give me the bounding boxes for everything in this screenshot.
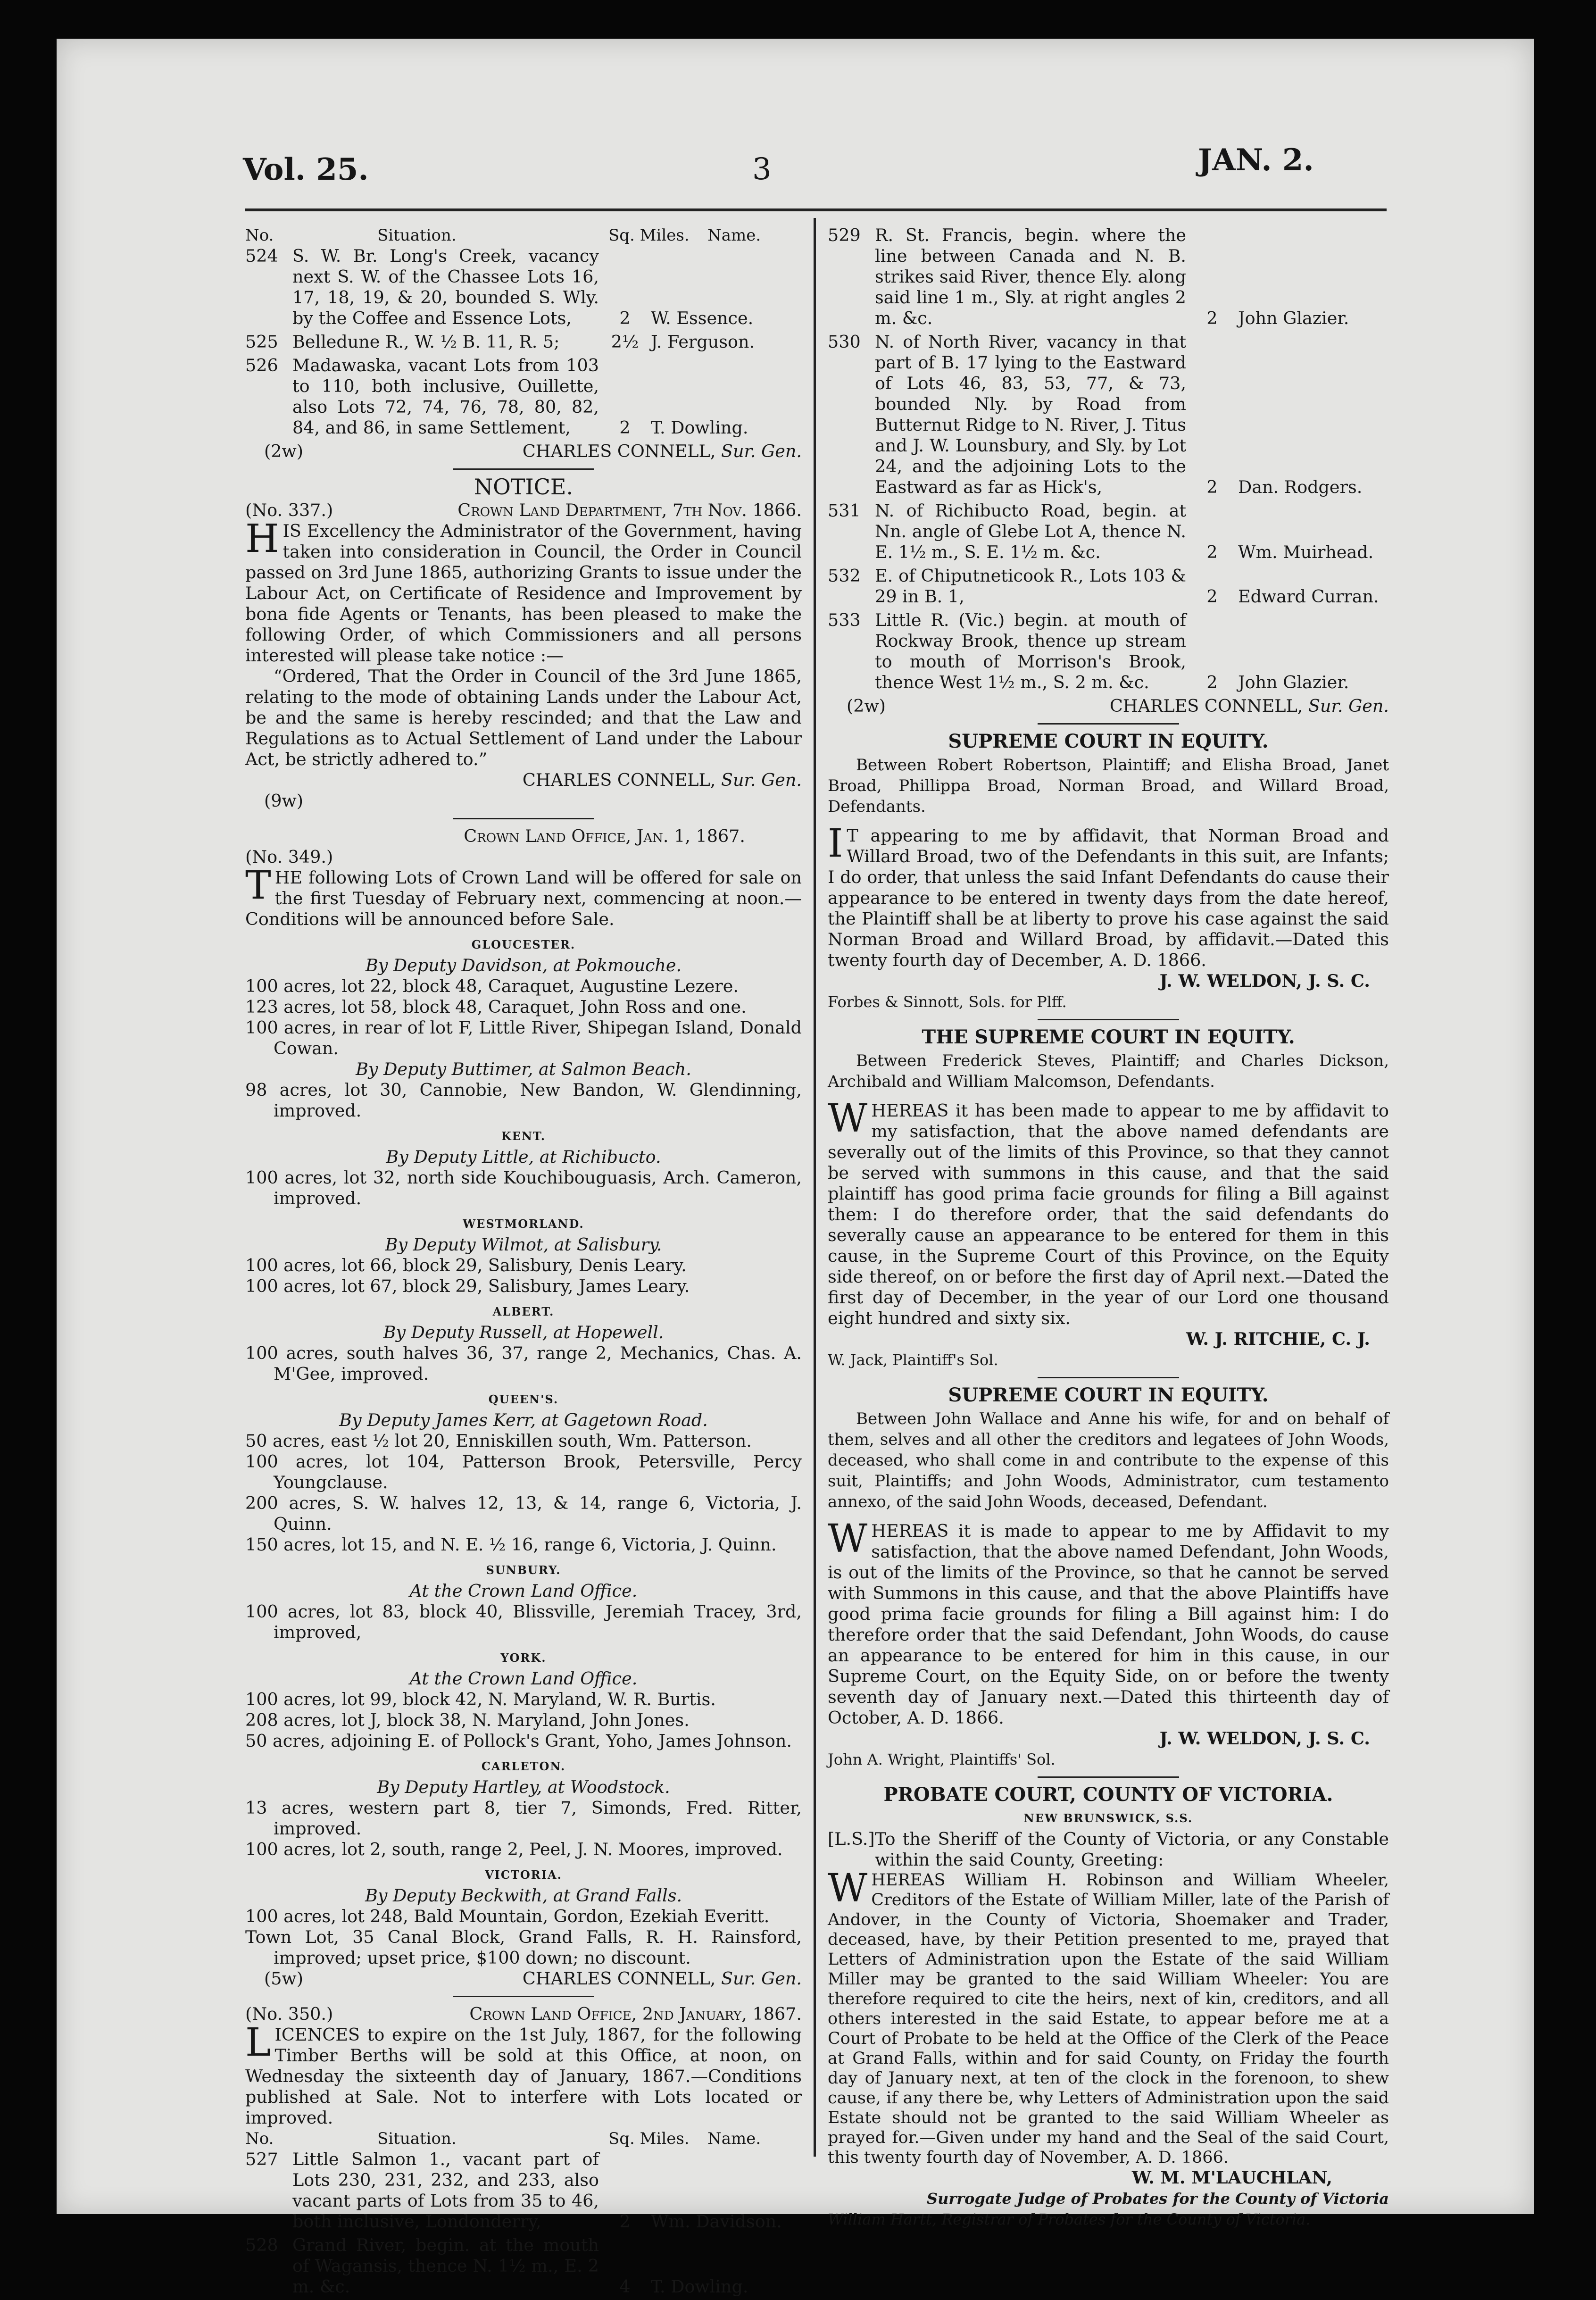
drop-cap: T [245,863,271,908]
lot-nm: Wm. Davidson. [651,2211,782,2232]
lot-sq: 2 [1206,542,1218,562]
divider [1038,1776,1179,1778]
divider [453,468,594,470]
lot-desc: N. of North River, vacancy in that part of B. 17 lying to the Eastward of Lots 46, 83, 53, 77, & 73, bounded Nly. by Road from Butternut Ridge to N. River, J. Titus and J. W. Lounsbury, and Sly. by Lot 24, and the adjoining Lots to the Eastward as far as Hick's, [875,332,1186,497]
issue-date: JAN. 2. [1198,142,1314,178]
lot-no: 526 [245,355,278,375]
notice-number: (No. 349.) [245,847,333,867]
col-name: Name. [707,226,761,245]
lot-sq: 2½ [611,332,639,352]
divider [1038,723,1179,725]
registrar: William Hartt, Registrar of Probates for the County of Victoria. [828,2210,1311,2228]
case-parties: Between Frederick Steves, Plaintiff; and Charles Dickson, Archibald and William Malcomson, Defendants. [828,1051,1389,1091]
signature [245,441,802,462]
lot-item: 100 acres, lot 99, block 42, N. Maryland, W. R. Burtis. [245,1689,716,1709]
lot-nm: Wm. Muirhead. [1238,542,1374,562]
lot-item: 50 acres, adjoining E. of Pollock's Grant, Yoho, James Johnson. [245,1731,792,1751]
divider [453,1996,594,1997]
lot-item: 100 acres, lot 67, block 29, Salisbury, James Leary. [245,1276,690,1296]
lot-item: 50 acres, east ½ lot 20, Enniskillen south, Wm. Patterson. [245,1431,752,1451]
lot-no: 533 [828,610,861,630]
section-title: SUPREME COURT IN EQUITY. [948,1384,1269,1406]
lot-sq: 4 [619,2276,631,2297]
drop-cap: L [245,2020,271,2065]
lot-desc: N. of Richibucto Road, begin. at Nn. angle of Glebe Lot A, thence N. E. 1½ m., S. E. 1½ m. &c. [875,500,1186,562]
deputy-line: At the Crown Land Office. [409,1668,638,1689]
signature [245,1968,802,1989]
county-heading: CARLETON. [481,1759,566,1773]
jurisdiction: NEW BRUNSWICK, S.S. [1023,1811,1193,1825]
col-no: No. [245,226,274,245]
lot-row [245,246,802,329]
county-lists [245,934,802,1968]
notice-heading: NOTICE. [474,474,574,500]
lot-item: Town Lot, 35 Canal Block, Grand Falls, R. H. Rainsford, improved; upset price, $100 down; no discount. [245,1927,802,1968]
notice-337-body: HIS Excellency the Administrator of the Government, having taken into consideration in Council, the Order in Council passed on 3rd June 1865, authorizing Grants to issue under the Labour Act, on Certificate of Residence and Improvement by bona fide Agents or Tenants, has been pleased to make the following Order, of which Commissioners and all persons interested will please take notice :— [245,517,802,666]
lot-desc: Little Salmon 1., vacant part of Lots 230, 231, 232, and 233, also vacant parts of Lots from 35 to 46, both inclusive, Londonderry, [292,2149,599,2232]
divider [453,818,594,819]
lot-sq: 2 [1206,308,1218,328]
section-title: PROBATE COURT, COUNTY OF VICTORIA. [883,1783,1333,1806]
lot-item: 100 acres, lot 22, block 48, Caraquet, Augustine Lezere. [245,976,739,996]
county-heading: WESTMORLAND. [463,1217,584,1231]
drop-cap: I [828,821,843,866]
lot-item: 100 acres, lot 248, Bald Mountain, Gordon, Ezekiah Everitt. [245,1906,770,1926]
lot-item: 100 acres, lot 66, block 29, Salisbury, Denis Leary. [245,1255,687,1275]
lot-item: 150 acres, lot 15, and N. E. ½ 16, range 6, Victoria, J. Quinn. [245,1534,777,1555]
signature-title: Sur. Gen. [721,441,802,461]
lot-sq: 2 [1206,586,1218,607]
lot-no: 524 [245,246,278,266]
signature-title: Sur. Gen. [1308,696,1389,716]
lot-row [245,2235,802,2297]
deputy-line: By Deputy Little, at Richibucto. [386,1147,661,1167]
lot-sq: 2 [1206,672,1218,692]
judge-signature: J. W. WELDON, J. S. C. [1159,1728,1370,1749]
notice-number: (No. 337.) [245,500,333,520]
lot-no: 532 [828,566,861,586]
page-number: 3 [752,152,772,187]
divider [1038,1377,1179,1378]
lot-no: 530 [828,332,861,352]
lot-row [828,566,1389,607]
section-title: THE SUPREME COURT IN EQUITY. [922,1026,1295,1048]
column-divider [814,218,816,2157]
lot-nm: T. Dowling. [651,417,748,438]
notice-number: (No. 350.) [245,2004,333,2024]
insertion-code: (9w) [264,791,303,811]
solicitors: W. Jack, Plaintiff's Sol. [828,1351,998,1369]
notice-337-header [245,500,802,521]
judge-title: Surrogate Judge of Probates for the County of Victoria [927,2190,1389,2208]
lot-desc: Little R. (Vic.) begin. at mouth of Rockway Brook, thence up stream to mouth of Morrison's Brook, thence West 1½ m., S. 2 m. &c. [875,610,1186,692]
notice-office: Crown Land Office, 2nd January, 1867. [469,2004,802,2024]
judge-signature: W. M. M'LAUCHLAN, [1131,2167,1332,2188]
lot-desc: Madawaska, vacant Lots from 103 to 110, both inclusive, Ouillette, also Lots 72, 74, 76, 78, 80, 82, 84, and 86, in same Settlement, [292,355,599,438]
signature-name: CHARLES CONNELL, [522,1968,716,1989]
section-title: SUPREME COURT IN EQUITY. [948,730,1269,752]
case-parties: Between John Wallace and Anne his wife, for and on behalf of them, selves and all other the creditors and legatees of John Woods, deceased, who shall come in and contribute to the expense of this suit, Plaintiffs; and John Woods, Administrator, cum testamento annexo, of the said John Woods, deceased, Defendant. [828,1409,1389,1511]
lot-no: 527 [245,2149,278,2169]
lot-desc: E. of Chiputneticook R., Lots 103 & 29 in B. 1, [875,566,1186,607]
notice-350-header [245,2004,802,2025]
signature-name: CHARLES CONNELL, [522,441,716,461]
lot-no: 529 [828,225,861,245]
col-sq-miles: Sq. Miles. [608,226,690,245]
drop-cap: W [828,1096,868,1141]
lot-item: 13 acres, western part 8, tier 7, Simonds, Fred. Ritter, improved. [245,1798,802,1839]
right-column [828,225,1389,2230]
notice-office: Crown Land Department, 7th Nov. 1866. [457,500,802,520]
lot-row [828,225,1389,329]
probate-address: [L.S.] To the Sheriff of the County of Victoria, or any Constable within the said County, Greeting: [828,1829,1389,1870]
seal-mark: [L.S.] [828,1829,875,1849]
county-heading: KENT. [501,1129,546,1143]
lot-nm: J. Ferguson. [651,332,755,352]
solicitors: John A. Wright, Plaintiffs' Sol. [828,1750,1056,1768]
deputy-line: By Deputy Buttimer, at Salmon Beach. [356,1059,691,1079]
lot-nm: Dan. Rodgers. [1238,477,1363,497]
lot-item: 100 acres, lot 32, north side Kouchibouguasis, Arch. Cameron, improved. [245,1167,802,1208]
probate-body: WHEREAS William H. Robinson and William Wheeler, Creditors of the Estate of William Miller, late of the Parish of Andover, in the County of Victoria, Shoemaker and Trader, deceased, have, by their Petition presented to me, prayed that Letters of Administration upon the Estate of the said William Miller may be granted to the said William Wheeler: You are therefore required to cite the heirs, next of kin, creditors, and all others interested in the said Estate, to appear before me at a Court of Probate to be held at the Office of the Clerk of the Peace at Grand Falls, within and for said County, on Friday the fourth day of January next, at ten of the clock in the forenoon, to shew cause, if any there be, why Letters of Administration upon the said Estate should not be granted to the said William Wheeler as prayed for.—Given under my hand and the Seal of the said Court, this twenty fourth day of November, A. D. 1866. [828,1866,1389,2167]
county-heading: YORK. [500,1651,547,1665]
judge-signature: J. W. WELDON, J. S. C. [1159,971,1370,991]
lot-item: 98 acres, lot 30, Cannobie, New Bandon, W. Glendinning, improved. [245,1080,802,1121]
col-situation: Situation. [377,226,457,245]
notice-337-order: “Ordered, That the Order in Council of the 3rd June 1865, relating to the mode of obtaining Lands under the Labour Act, be and the same is hereby rescinded; and that the Law and Regulations as to Actual Settlement of Land under the Labour Act, be strictly adhered to.” [245,666,802,769]
lot-list [828,225,1389,693]
insertion-code: (2w) [264,441,303,461]
county-heading: SUNBURY. [486,1563,561,1577]
lot-sq: 2 [1206,477,1218,497]
notice-349-body: THE following Lots of Crown Land will be offered for sale on the first Tuesday of February next, commencing at noon.—Conditions will be announced before Sale. [245,863,802,929]
volume-number: Vol. 25. [243,152,369,187]
newspaper-page [57,39,1534,2297]
county-heading: GLOUCESTER. [471,938,576,951]
lot-item: 208 acres, lot J, block 38, N. Maryland, John Jones. [245,1710,690,1730]
lot-row [245,2149,802,2232]
deputy-line: By Deputy Wilmot, at Salisbury. [385,1234,662,1255]
lot-row [828,610,1389,693]
insertion-code: (5w) [264,1968,303,1989]
solicitors: Forbes & Sinnott, Sols. for Plff. [828,993,1067,1011]
lot-item: 100 acres, lot 104, Patterson Brook, Petersville, Percy Youngclause. [245,1451,802,1492]
lot-nm: John Glazier. [1238,308,1349,328]
lot-list [245,246,802,438]
lot-list [245,2149,802,2297]
header-rule [245,208,1387,211]
lot-table-header: No. Situation. Sq. Miles. Name. [245,2129,761,2148]
signature-title: Sur. Gen. [721,1968,802,1989]
county-heading: QUEEN'S. [488,1392,559,1406]
lot-desc: R. St. Francis, begin. where the line between Canada and N. B. strikes said River, thence Ely. along said line 1 m., Sly. at right angles 2 m. &c. [875,225,1186,328]
judge-signature: W. J. RITCHIE, C. J. [1186,1329,1370,1349]
lot-sq: 2 [619,417,631,438]
lot-nm: Edward Curran. [1238,586,1379,607]
lot-sq: 2 [619,2211,631,2232]
lot-item: 100 acres, lot 83, block 40, Blissville, Jeremiah Tracey, 3rd, improved, [245,1601,802,1642]
lot-desc: Grand River, begin. at the mouth of Wagansis, thence N. 1½ m., E. 2 m. &c. [292,2235,599,2297]
divider [1038,1019,1179,1020]
lot-row [245,355,802,438]
drop-cap: W [828,1517,868,1561]
lot-nm: W. Essence. [651,308,754,328]
signature-name: CHARLES CONNELL, [522,770,716,790]
lot-no: 528 [245,2235,278,2255]
court-order-body: I T appearing to me by affidavit, that Norman Broad and Willard Broad, two of the Defendants in this suit, are Infants; I do order, that unless the said Infant Defendants do cause their appearance to be entered in twenty days from the date hereof, the Plaintiff shall be at liberty to prove his case against the said Norman Broad and Willard Broad, by affidavit.—Dated this twenty fourth day of December, A. D. 1866. [828,821,1389,970]
lot-row [828,500,1389,563]
lot-item: 100 acres, south halves 36, 37, range 2, Mechanics, Chas. A. M'Gee, improved. [245,1343,802,1384]
lot-nm: T. Dowling. [651,2276,748,2297]
deputy-line: At the Crown Land Office. [409,1581,638,1601]
lot-item: 123 acres, lot 58, block 48, Caraquet, John Ross and one. [245,997,747,1017]
lot-no: 531 [828,500,861,521]
lot-table-header [245,225,802,246]
deputy-line: By Deputy Russell, at Hopewell. [383,1322,664,1342]
court-order-body: WHEREAS it is made to appear to me by Affidavit to my satisfaction, that the above named Defendant, John Woods, is out of the limits of the Province, so that he cannot be served with Summons in this cause, and that the above Plaintiffs have good prima facie grounds for filing a Bill against him: I do therefore order that the said Defendant, John Woods, do cause an appearance to be entered for him in this cause, in our Supreme Court, on the Equity Side, on or before the twenty seventh day of January next.—Dated this thirteenth day of October, A. D. 1866. [828,1517,1389,1728]
county-heading: ALBERT. [492,1305,555,1318]
deputy-line: By Deputy Davidson, at Pokmouche. [365,955,682,975]
lot-desc: S. W. Br. Long's Creek, vacancy next S. W. of the Chassee Lots 16, 17, 18, 19, & 20, bounded S. Wly. by the Coffee and Essence Lots, [292,246,599,328]
lot-nm: John Glazier. [1238,672,1349,692]
left-column [245,225,802,2300]
drop-cap: W [828,1866,868,1911]
lot-item: 200 acres, S. W. halves 12, 13, & 14, range 6, Victoria, J. Quinn. [245,1493,802,1534]
case-parties: Between Robert Robertson, Plaintiff; and Elisha Broad, Janet Broad, Phillippa Broad, Norman Broad, and Willard Broad, Defendants. [828,756,1389,816]
lot-desc: Belledune R., W. ½ B. 11, R. 5; [292,332,560,352]
lot-item: 100 acres, lot 2, south, range 2, Peel, J. N. Moores, improved. [245,1839,783,1859]
deputy-line: By Deputy Hartley, at Woodstock. [377,1777,670,1797]
signature-name: CHARLES CONNELL, [1109,696,1303,716]
deputy-line: By Deputy James Kerr, at Gagetown Road. [339,1410,708,1430]
county-heading: VICTORIA. [485,1868,562,1882]
notice-office: Crown Land Office, Jan. 1, 1867. [464,826,745,846]
signature [828,696,1389,717]
lot-row [245,332,802,352]
signature [245,770,802,791]
lot-no: 525 [245,332,278,352]
insertion-code: (2w) [847,696,886,716]
notice-350-body: LICENCES to expire on the 1st July, 1867, for the following Timber Berths will be sold at this Office, at noon, on Wednesday the sixteenth day of January, 1867.—Conditions published at Sale. Not to interfere with Lots located or improved. [245,2020,802,2128]
deputy-line: By Deputy Beckwith, at Grand Falls. [365,1885,682,1906]
lot-item: 100 acres, in rear of lot F, Little River, Shipegan Island, Donald Cowan. [245,1017,802,1058]
lot-sq: 2 [619,308,631,328]
court-order-body: WHEREAS it has been made to appear to me by affidavit to my satisfaction, that the above named defendants are severally out of the limits of this Province, so that they cannot be served with summons in this cause, and that the said plaintiff has good prima facie grounds for filing a Bill against them: I do therefore order, that the said defendants do severally cause an appearance to be entered for them in this cause, in the Supreme Court of this Province, on the Equity side thereof, on or before the first day of April next.—Dated the first day of December, in the year of our Lord one thousand eight hundred and sixty six. [828,1096,1389,1328]
drop-cap: H [245,517,279,561]
signature-title: Sur. Gen. [721,770,802,790]
lot-row [828,332,1389,498]
